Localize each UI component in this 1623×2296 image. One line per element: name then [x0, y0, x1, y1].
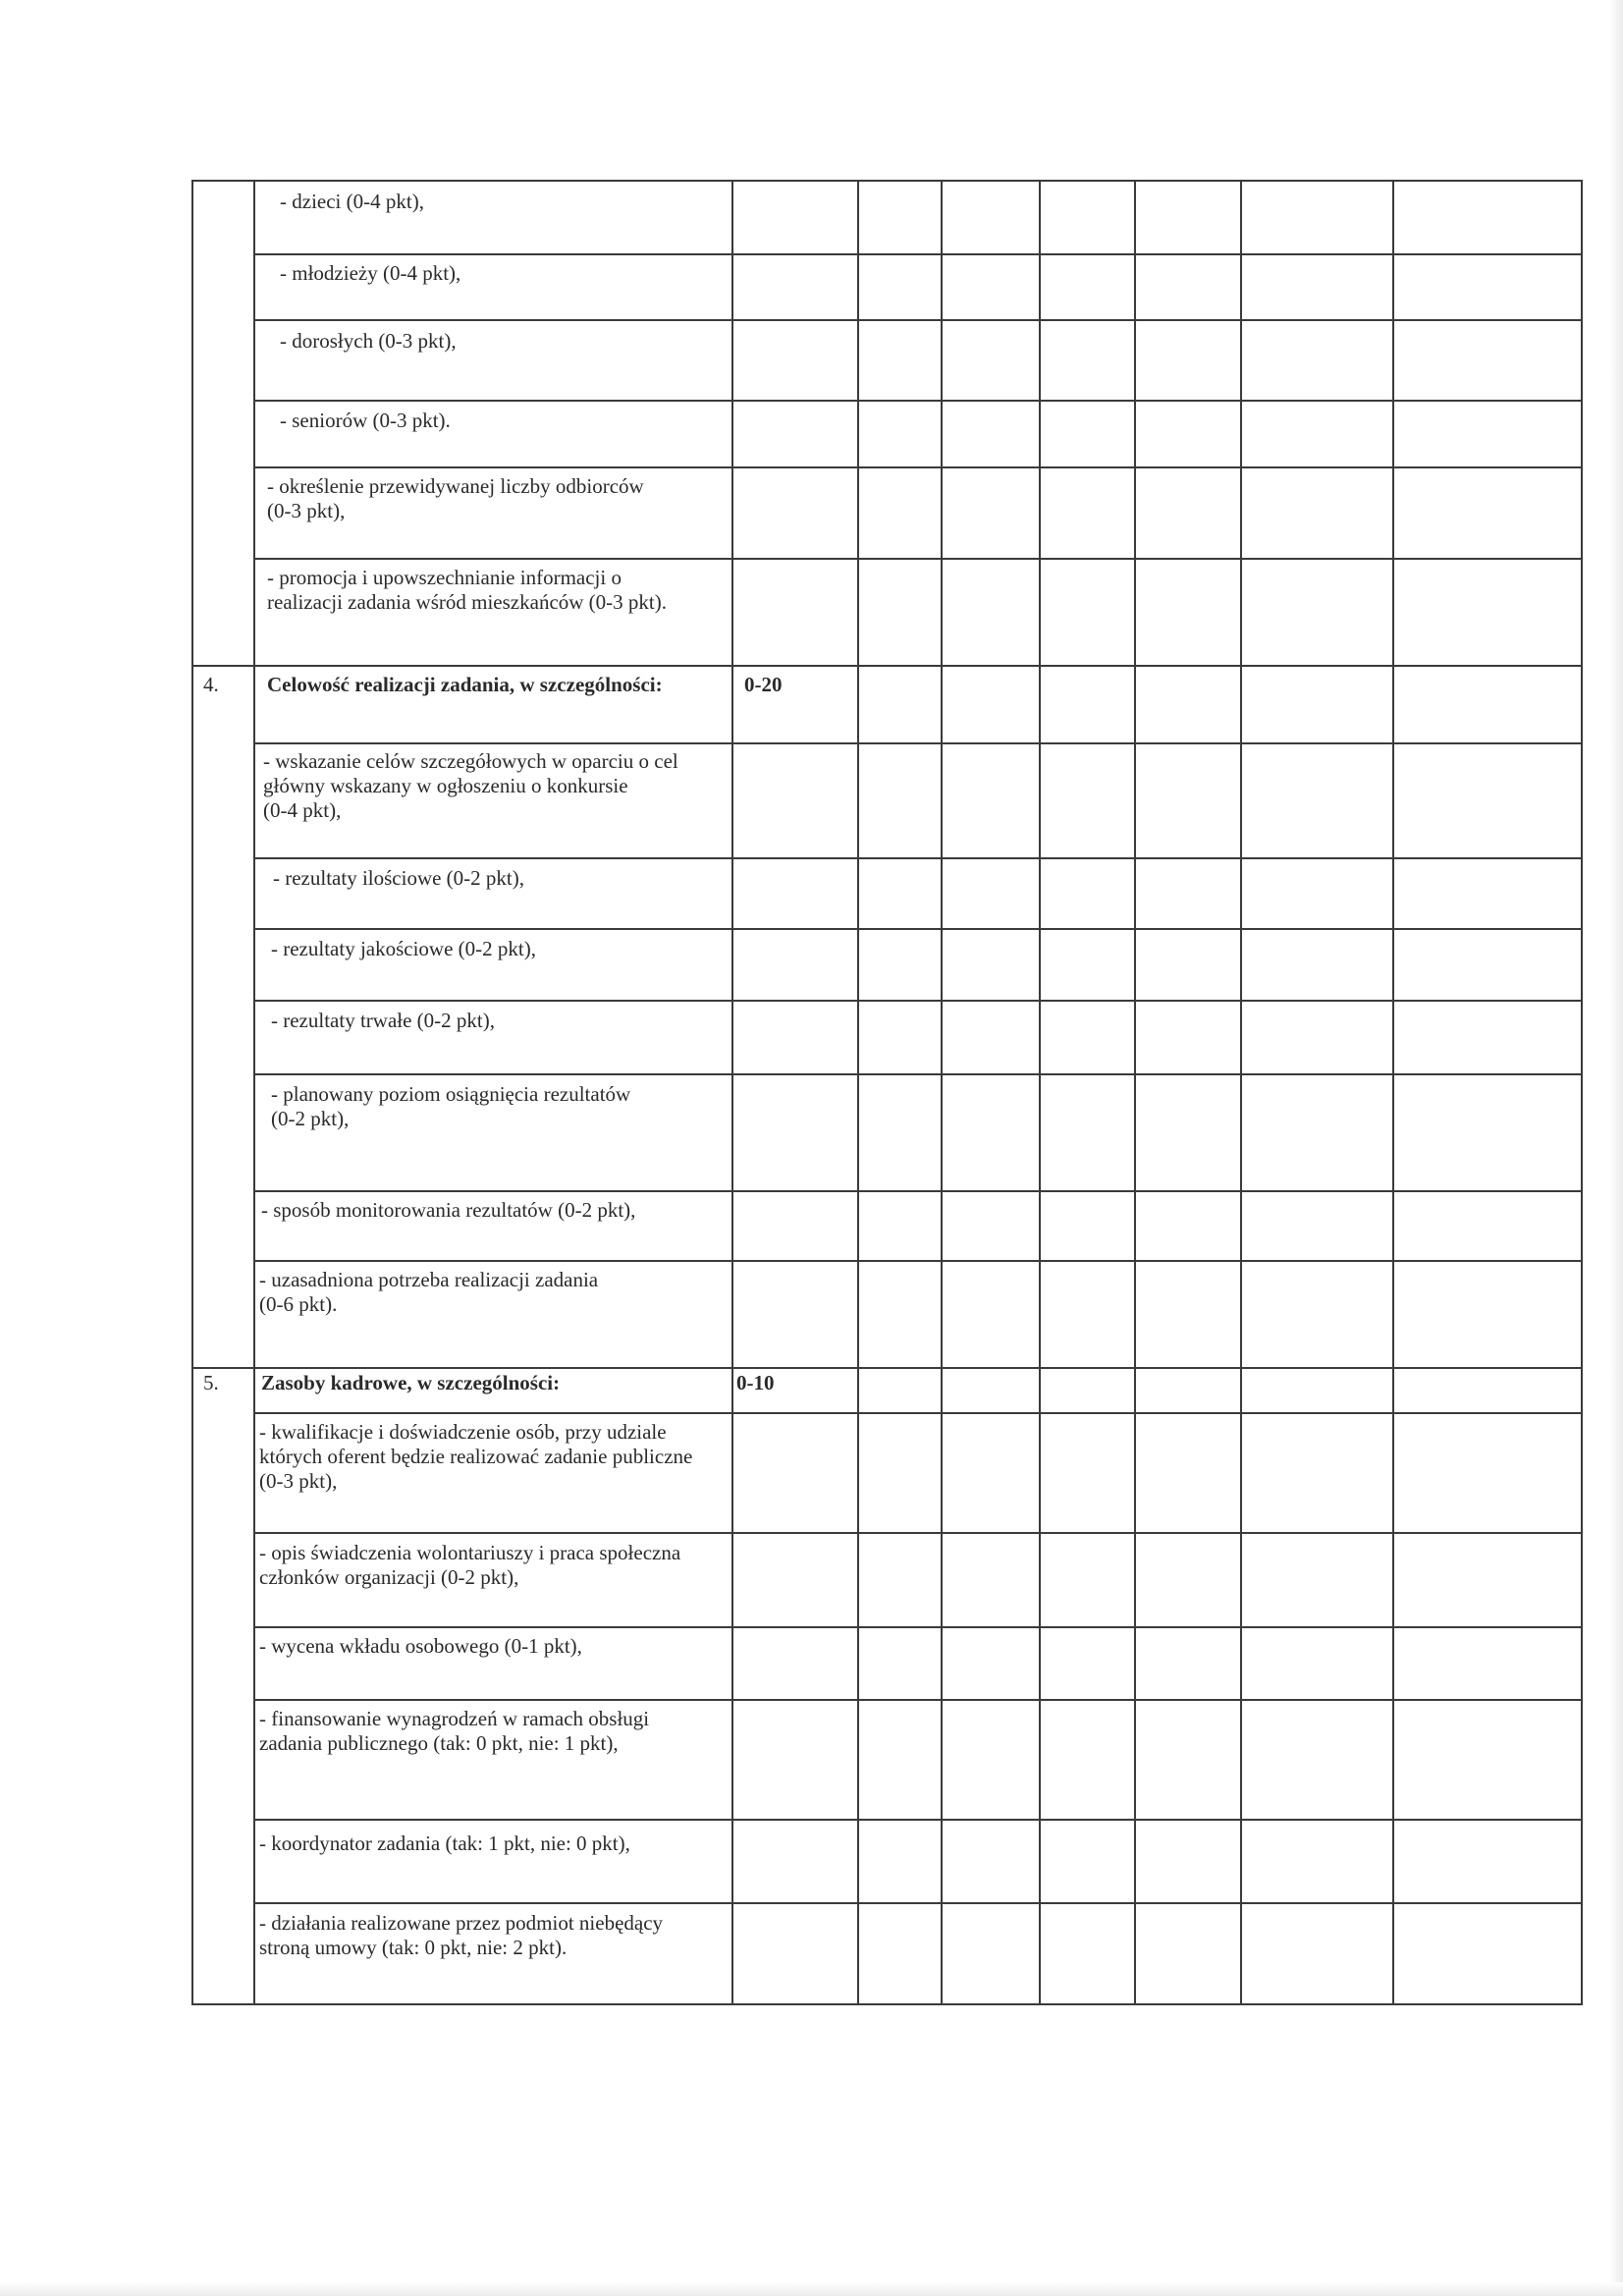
scan-edge-bottom: [0, 2282, 1623, 2296]
criterion-subitem: - wycena wkładu osobowego (0-1 pkt),: [259, 1634, 582, 1658]
criterion-subitem: - planowany poziom osiągnięcia rezultatów (0-2 pkt),: [271, 1082, 631, 1130]
criterion-subitem: - sposób monitorowania rezultatów (0-2 pkt),: [261, 1198, 636, 1222]
criterion-subitem: - uzasadniona potrzeba realizacji zadania (0-6 pkt).: [259, 1268, 599, 1316]
scan-edge-right: [1609, 0, 1623, 2296]
table-bottom-border: [191, 2003, 1583, 2005]
points-range: 0-10: [736, 1371, 775, 1394]
row-border: [191, 1367, 1583, 1369]
row-border: [253, 1699, 1583, 1701]
criterion-title: Zasoby kadrowe, w szczególności:: [261, 1371, 561, 1394]
criterion-subitem: - koordynator zadania (tak: 1 pkt, nie: 0 pkt),: [259, 1831, 630, 1855]
criterion-number: 5.: [203, 1371, 219, 1394]
criterion-subitem: - młodzieży (0-4 pkt),: [280, 261, 461, 285]
criterion-subitem: - rezultaty trwałe (0-2 pkt),: [271, 1009, 495, 1032]
row-border: [253, 1000, 1583, 1002]
table-top-border: [191, 180, 1583, 182]
row-border: [253, 857, 1583, 859]
criterion-subitem: - rezultaty ilościowe (0-2 pkt),: [273, 866, 524, 890]
column-border-9: [1581, 180, 1583, 2004]
column-border-4: [941, 180, 943, 2004]
row-border: [253, 319, 1583, 321]
row-border: [253, 466, 1583, 468]
column-border-2: [731, 180, 733, 2004]
criterion-subitem: - wskazanie celów szczegółowych w oparciu o cel główny wskazany w ogłoszeniu o konkursie (0-4 pkt),: [263, 749, 678, 822]
column-border-0: [191, 180, 193, 2004]
row-border: [253, 1626, 1583, 1628]
column-border-3: [857, 180, 859, 2004]
row-border: [253, 1260, 1583, 1262]
row-border: [253, 253, 1583, 255]
criterion-subitem: - seniorów (0-3 pkt).: [280, 409, 451, 432]
points-range: 0-20: [744, 673, 783, 696]
column-border-8: [1392, 180, 1394, 2004]
criterion-title: Celowość realizacji zadania, w szczególności:: [267, 673, 663, 696]
row-border: [253, 928, 1583, 930]
criterion-subitem: - finansowanie wynagrodzeń w ramach obsługi zadania publicznego (tak: 0 pkt, nie: 1 pkt),: [259, 1707, 650, 1755]
criterion-subitem: - promocja i upowszechnianie informacji o realizacji zadania wśród mieszkańców (0-3 pkt).: [267, 566, 667, 614]
column-border-5: [1039, 180, 1041, 2004]
row-border: [253, 400, 1583, 402]
criterion-number: 4.: [203, 673, 219, 696]
column-border-1: [253, 180, 255, 2004]
row-border: [253, 1190, 1583, 1192]
row-border: [253, 1532, 1583, 1534]
column-border-6: [1134, 180, 1136, 2004]
row-border: [253, 742, 1583, 744]
criterion-subitem: - określenie przewidywanej liczby odbiorców (0-3 pkt),: [267, 474, 644, 522]
criterion-subitem: - dorosłych (0-3 pkt),: [280, 329, 457, 353]
criterion-subitem: - dzieci (0-4 pkt),: [280, 190, 424, 213]
criterion-subitem: - rezultaty jakościowe (0-2 pkt),: [271, 937, 536, 960]
criterion-subitem: - opis świadczenia wolontariuszy i praca społeczna członków organizacji (0-2 pkt),: [259, 1541, 681, 1589]
row-border: [253, 1819, 1583, 1821]
criterion-subitem: - kwalifikacje i doświadczenie osób, przy udziale których oferent będzie realizować zadanie publiczne (0-3 pkt),: [259, 1420, 693, 1493]
row-border: [191, 665, 1583, 667]
row-border: [253, 1902, 1583, 1904]
criterion-subitem: - działania realizowane przez podmiot niebędący stroną umowy (tak: 0 pkt, nie: 2 pkt).: [259, 1911, 664, 1959]
column-border-7: [1240, 180, 1242, 2004]
row-border: [253, 1412, 1583, 1414]
row-border: [253, 558, 1583, 560]
row-border: [253, 1073, 1583, 1075]
